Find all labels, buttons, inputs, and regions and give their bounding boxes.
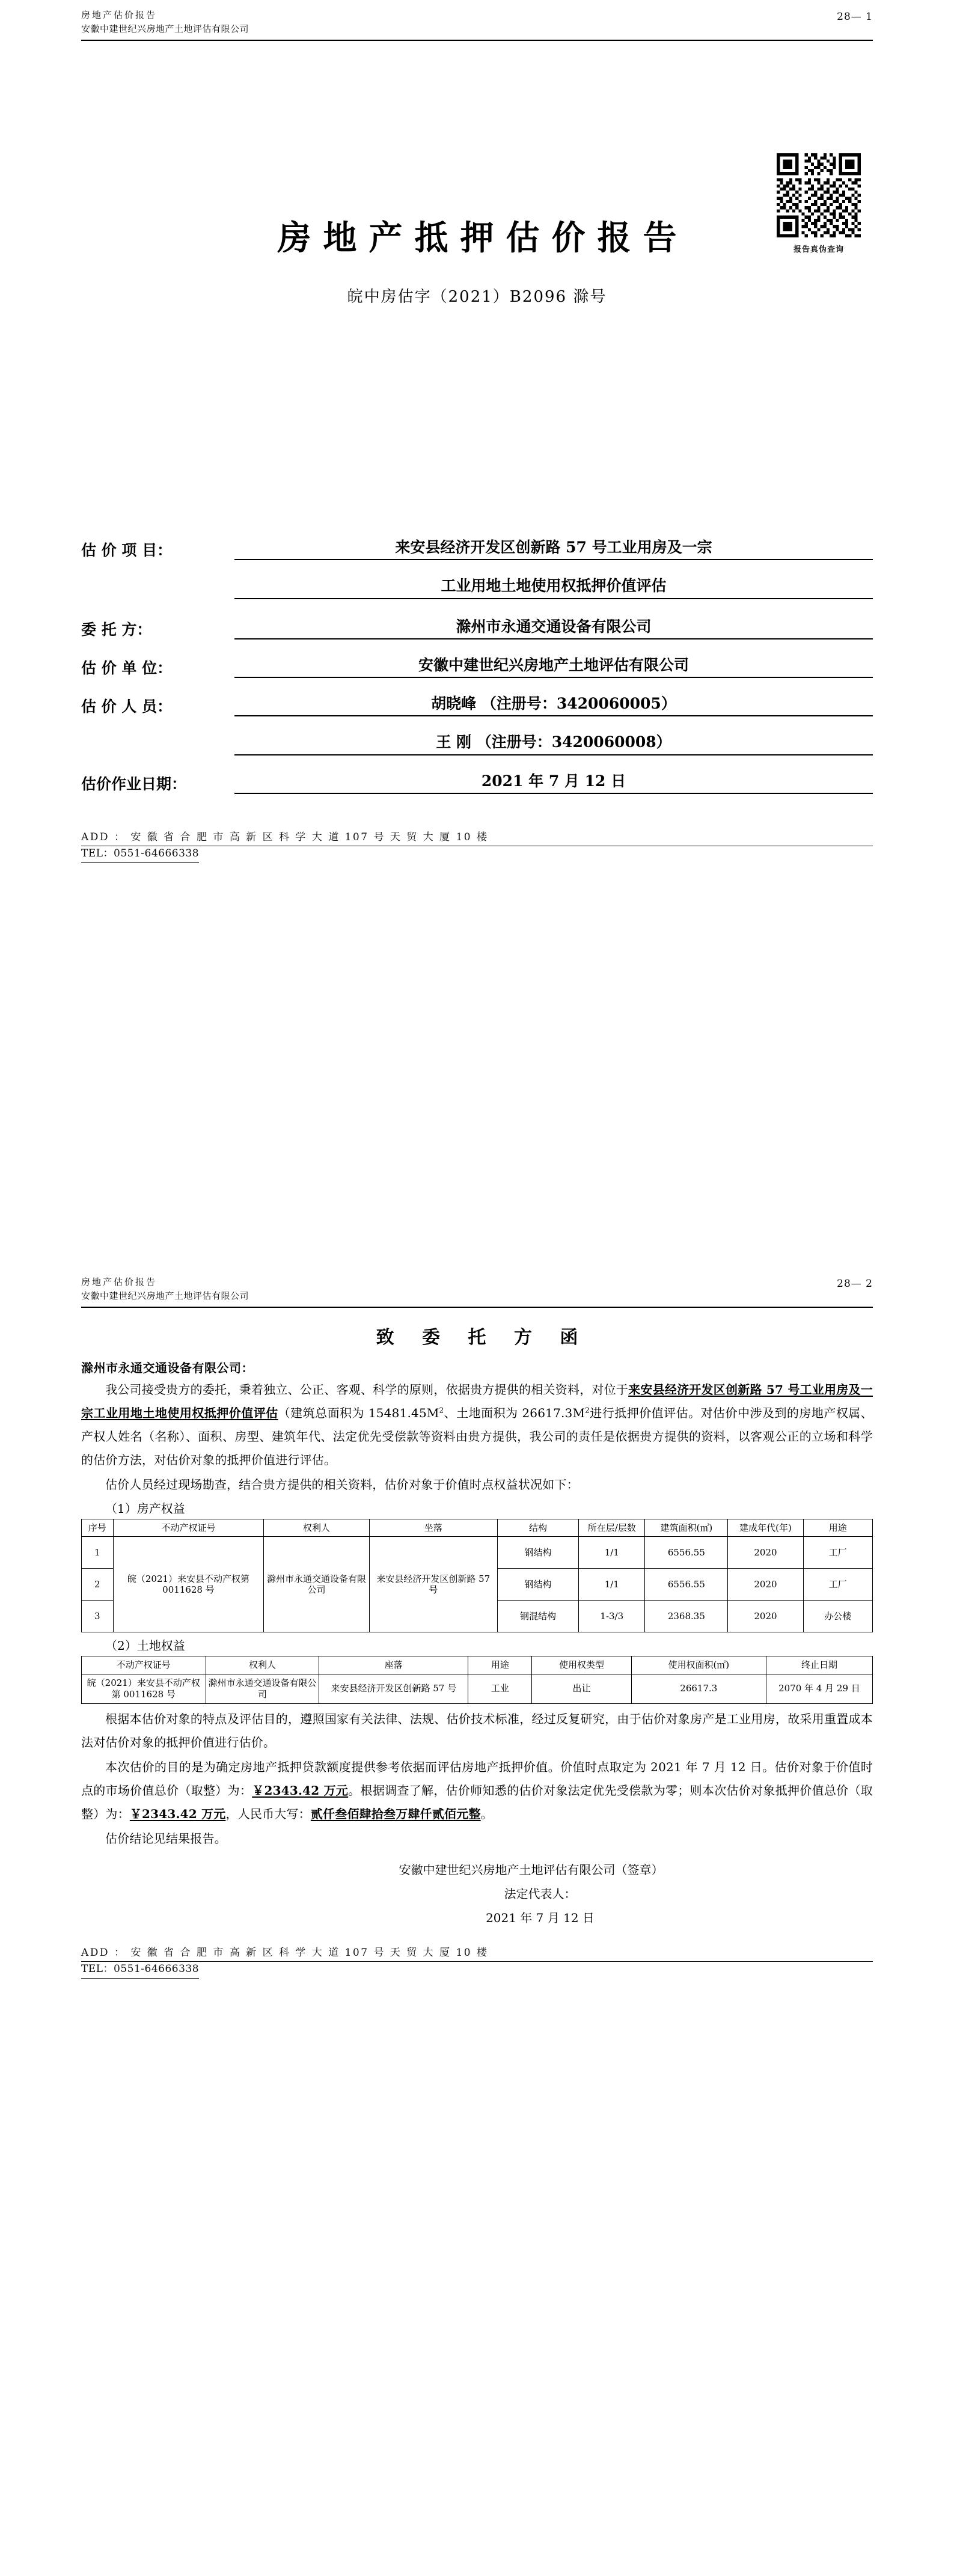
table-row — [82, 1537, 873, 1569]
cell-use: 工厂 — [803, 1537, 872, 1569]
cell-owner: 滁州市永通交通设备有限公司 — [264, 1537, 369, 1632]
field-value-appraiser-1[interactable]: 胡晓峰 （注册号：3420060005） — [234, 694, 873, 716]
cell-structure: 钢混结构 — [497, 1601, 578, 1632]
th-land-use: 用途 — [468, 1656, 532, 1674]
table-row — [82, 1674, 873, 1704]
page-2-footer-address — [81, 1946, 873, 1979]
header-company-block-2 — [81, 1275, 873, 1304]
header-report-type-2: 房地产估价报告 — [81, 1277, 157, 1287]
cell-land-use: 工业 — [468, 1674, 532, 1704]
th-location: 坐落 — [369, 1519, 497, 1537]
field-value-project-line2[interactable]: 工业用地土地使用权抵押价值评估 — [234, 576, 873, 599]
page-2-running-header — [81, 1267, 873, 1308]
paragraph-conclusion-note: 估价结论见结果报告。 — [105, 1831, 227, 1846]
th-land-owner: 权利人 — [206, 1656, 319, 1674]
header-report-type: 房地产估价报告 — [81, 10, 157, 20]
section-title-letter-to-client: 致 委 托 方 函 — [376, 1326, 589, 1348]
cell-land-cert-no: 皖（2021）来安县不动产权第 0011628 号 — [82, 1674, 206, 1704]
cell-use: 办公楼 — [803, 1601, 872, 1632]
cover-fields — [81, 538, 873, 794]
cell-land-owner: 滁州市永通交通设备有限公司 — [206, 1674, 319, 1704]
page-title: 房地产抵押估价报告 — [277, 218, 689, 258]
field-label-client: 委 托 方： — [81, 620, 152, 638]
para1-project-underline: 来安县经济开发区创新路 57 号工业用房及一宗工业用地土地使用权抵押价值评估 — [81, 1382, 873, 1420]
qr-code-icon — [774, 150, 864, 240]
signature-date: 2021 年 7 月 12 日 — [486, 1910, 595, 1925]
th-structure: 结构 — [497, 1519, 578, 1537]
para1-part-e: 进行抵押价值评估。对估价中涉及到的房地产权属、产权人姓名（名称）、面积、房型、建筑年代、法定优先受偿款等资料由贵方提供，我公司的责任是依据贵方提供的资料，以客观公正的立场和科学的估价方法，对估价对象的抵押价值进行评估。 — [81, 1405, 873, 1467]
cell-serial: 3 — [82, 1601, 114, 1632]
qr-label: 报告真伪查询 — [793, 245, 844, 254]
th-serial: 序号 — [82, 1519, 114, 1537]
th-cert-no: 不动产权证号 — [113, 1519, 264, 1537]
field-label-appraisers: 估 价 人 员： — [81, 698, 173, 716]
cell-land-area: 26617.3 — [631, 1674, 766, 1704]
header-company-name: 安徽中建世纪兴房地产土地评估有限公司 — [81, 23, 249, 35]
th-land-cert-no: 不动产权证号 — [82, 1656, 206, 1674]
paragraph-method: 根据本估价对象的特点及评估目的，遵照国家有关法律、法规、估价技术标准，经过反复研究，由于估价对象房产是工业用房，故采用重置成本法对估价对象的抵押价值进行估价。 — [81, 1711, 873, 1750]
valuation-market-amount: ￥2343.42 万元 — [252, 1783, 349, 1798]
field-value-date[interactable]: 2021 年 7 月 12 日 — [234, 772, 873, 794]
para4-part-c: ，人民币大写： — [225, 1806, 311, 1821]
para1-part-c: （建筑总面积为 15481.45M — [278, 1405, 439, 1420]
th-land-end-date: 终止日期 — [766, 1656, 872, 1674]
field-label-appraisal-unit: 估 价 单 位： — [81, 659, 173, 677]
signature-block — [81, 1858, 873, 1930]
cell-land-end-date: 2070 年 4 月 29 日 — [766, 1674, 872, 1704]
field-row-project-cont — [81, 576, 873, 599]
field-row-client — [81, 617, 873, 639]
cell-floor: 1/1 — [579, 1537, 645, 1569]
cell-serial: 2 — [82, 1569, 114, 1601]
para1-part-a: 我公司接受贵方的委托，秉着独立、公正、客观、科学的原则，依据贵方提供的相关资料，对位于 — [105, 1382, 629, 1397]
field-label-date: 估价作业日期： — [81, 775, 187, 793]
page-1 — [0, 0, 954, 1266]
property-rights-table — [81, 1519, 873, 1633]
para1-part-d: 、土地面积为 26617.3M — [444, 1405, 586, 1420]
para1-sup-1: 2 — [439, 1405, 444, 1414]
paragraph-engagement — [81, 1378, 873, 1472]
para1-sup-2: 2 — [585, 1405, 590, 1414]
qr-block — [765, 150, 873, 254]
field-row-appraisal-unit — [81, 656, 873, 678]
th-land-right-type: 使用权类型 — [532, 1656, 631, 1674]
th-land-location: 座落 — [319, 1656, 468, 1674]
para4-part-a: 本次估价的目的是为确定房地产抵押贷款额度提供参考依据而评估房地产抵押价值。价值时点取定为 2021 年 7 月 12 日。估价对象于价值时点的市场价值总价（取整）为： — [81, 1759, 873, 1798]
table-2-caption: （2）土地权益 — [105, 1638, 185, 1653]
cell-floor-area: 2368.35 — [645, 1601, 728, 1632]
signature-legal-rep: 法定代表人： — [504, 1886, 576, 1901]
footer-address-line-2: ADD ： 安 徽 省 合 肥 市 高 新 区 科 学 大 道 107 号 天 贸 大 厦 10 楼 — [81, 1946, 873, 1962]
table-header-row — [82, 1656, 873, 1674]
field-row-date — [81, 772, 873, 794]
cell-floor-area: 6556.55 — [645, 1569, 728, 1601]
header-company-block — [81, 8, 873, 37]
footer-tel-line-2: TEL：0551-64666338 — [81, 1962, 199, 1979]
document-number: 皖中房估字（2021）B2096 滁号 — [347, 288, 607, 307]
cell-land-location: 来安县经济开发区创新路 57 号 — [319, 1674, 468, 1704]
page-2-number: 28— 2 — [837, 1278, 873, 1290]
cell-cert-no: 皖（2021）来安县不动产权第 0011628 号 — [113, 1537, 264, 1632]
paragraph-site-survey: 估价人员经过现场勘查，结合贵方提供的相关资料，估价对象于价值时点权益状况如下： — [105, 1477, 579, 1492]
field-value-project-line1[interactable]: 来安县经济开发区创新路 57 号工业用房及一宗 — [234, 538, 873, 560]
cell-floor: 1/1 — [579, 1569, 645, 1601]
th-land-area: 使用权面积(㎡) — [631, 1656, 766, 1674]
page-2 — [0, 1267, 954, 2576]
field-value-appraisal-unit[interactable]: 安徽中建世纪兴房地产土地评估有限公司 — [234, 656, 873, 678]
field-row-appraisers-cont — [81, 733, 873, 755]
valuation-mortgage-amount: ￥2343.42 万元 — [129, 1806, 226, 1821]
field-value-appraiser-2[interactable]: 王 刚 （注册号：3420060008） — [234, 733, 873, 755]
th-floor: 所在层/层数 — [579, 1519, 645, 1537]
para4-part-b: 。根据调查了解，估价师知悉的估价对象法定优先受偿款为零；则本次估价对象抵押价值总价（取整）为： — [81, 1783, 873, 1821]
field-value-client[interactable]: 滁州市永通交通设备有限公司 — [234, 617, 873, 639]
th-floor-area: 建筑面积(㎡) — [645, 1519, 728, 1537]
th-owner: 权利人 — [264, 1519, 369, 1537]
cell-build-year: 2020 — [728, 1537, 803, 1569]
page-1-footer-address — [81, 830, 873, 863]
cell-build-year: 2020 — [728, 1601, 803, 1632]
salutation: 滁州市永通交通设备有限公司： — [81, 1360, 254, 1375]
th-use: 用途 — [803, 1519, 872, 1537]
paragraph-valuation-result — [81, 1756, 873, 1826]
table-header-row — [82, 1519, 873, 1537]
page-1-number: 28— 1 — [837, 11, 873, 23]
cell-build-year: 2020 — [728, 1569, 803, 1601]
cell-floor-area: 6556.55 — [645, 1537, 728, 1569]
field-label-project: 估 价 项 目： — [81, 542, 173, 560]
cell-structure: 钢结构 — [497, 1569, 578, 1601]
page-1-running-header — [81, 0, 873, 41]
cell-serial: 1 — [82, 1537, 114, 1569]
footer-address-line: ADD ： 安 徽 省 合 肥 市 高 新 区 科 学 大 道 107 号 天 贸 大 厦 10 楼 — [81, 830, 873, 847]
th-build-year: 建成年代(年) — [728, 1519, 803, 1537]
field-row-project — [81, 538, 873, 560]
cell-location: 来安县经济开发区创新路 57 号 — [369, 1537, 497, 1632]
table-1-caption: （1）房产权益 — [105, 1501, 185, 1516]
header-divider — [81, 40, 873, 41]
land-rights-table — [81, 1656, 873, 1703]
cell-land-right-type: 出让 — [532, 1674, 631, 1704]
cell-floor: 1-3/3 — [579, 1601, 645, 1632]
field-row-appraisers — [81, 694, 873, 716]
cell-use: 工厂 — [803, 1569, 872, 1601]
cell-structure: 钢结构 — [497, 1537, 578, 1569]
header-divider-2 — [81, 1307, 873, 1308]
para4-part-d: 。 — [480, 1806, 493, 1821]
signature-company: 安徽中建世纪兴房地产土地评估有限公司（签章） — [399, 1862, 664, 1877]
footer-tel-line: TEL：0551-64666338 — [81, 846, 199, 863]
valuation-amount-chinese: 贰仟叁佰肆拾叁万肆仟贰佰元整 — [310, 1806, 481, 1821]
header-company-name-2: 安徽中建世纪兴房地产土地评估有限公司 — [81, 1290, 249, 1302]
